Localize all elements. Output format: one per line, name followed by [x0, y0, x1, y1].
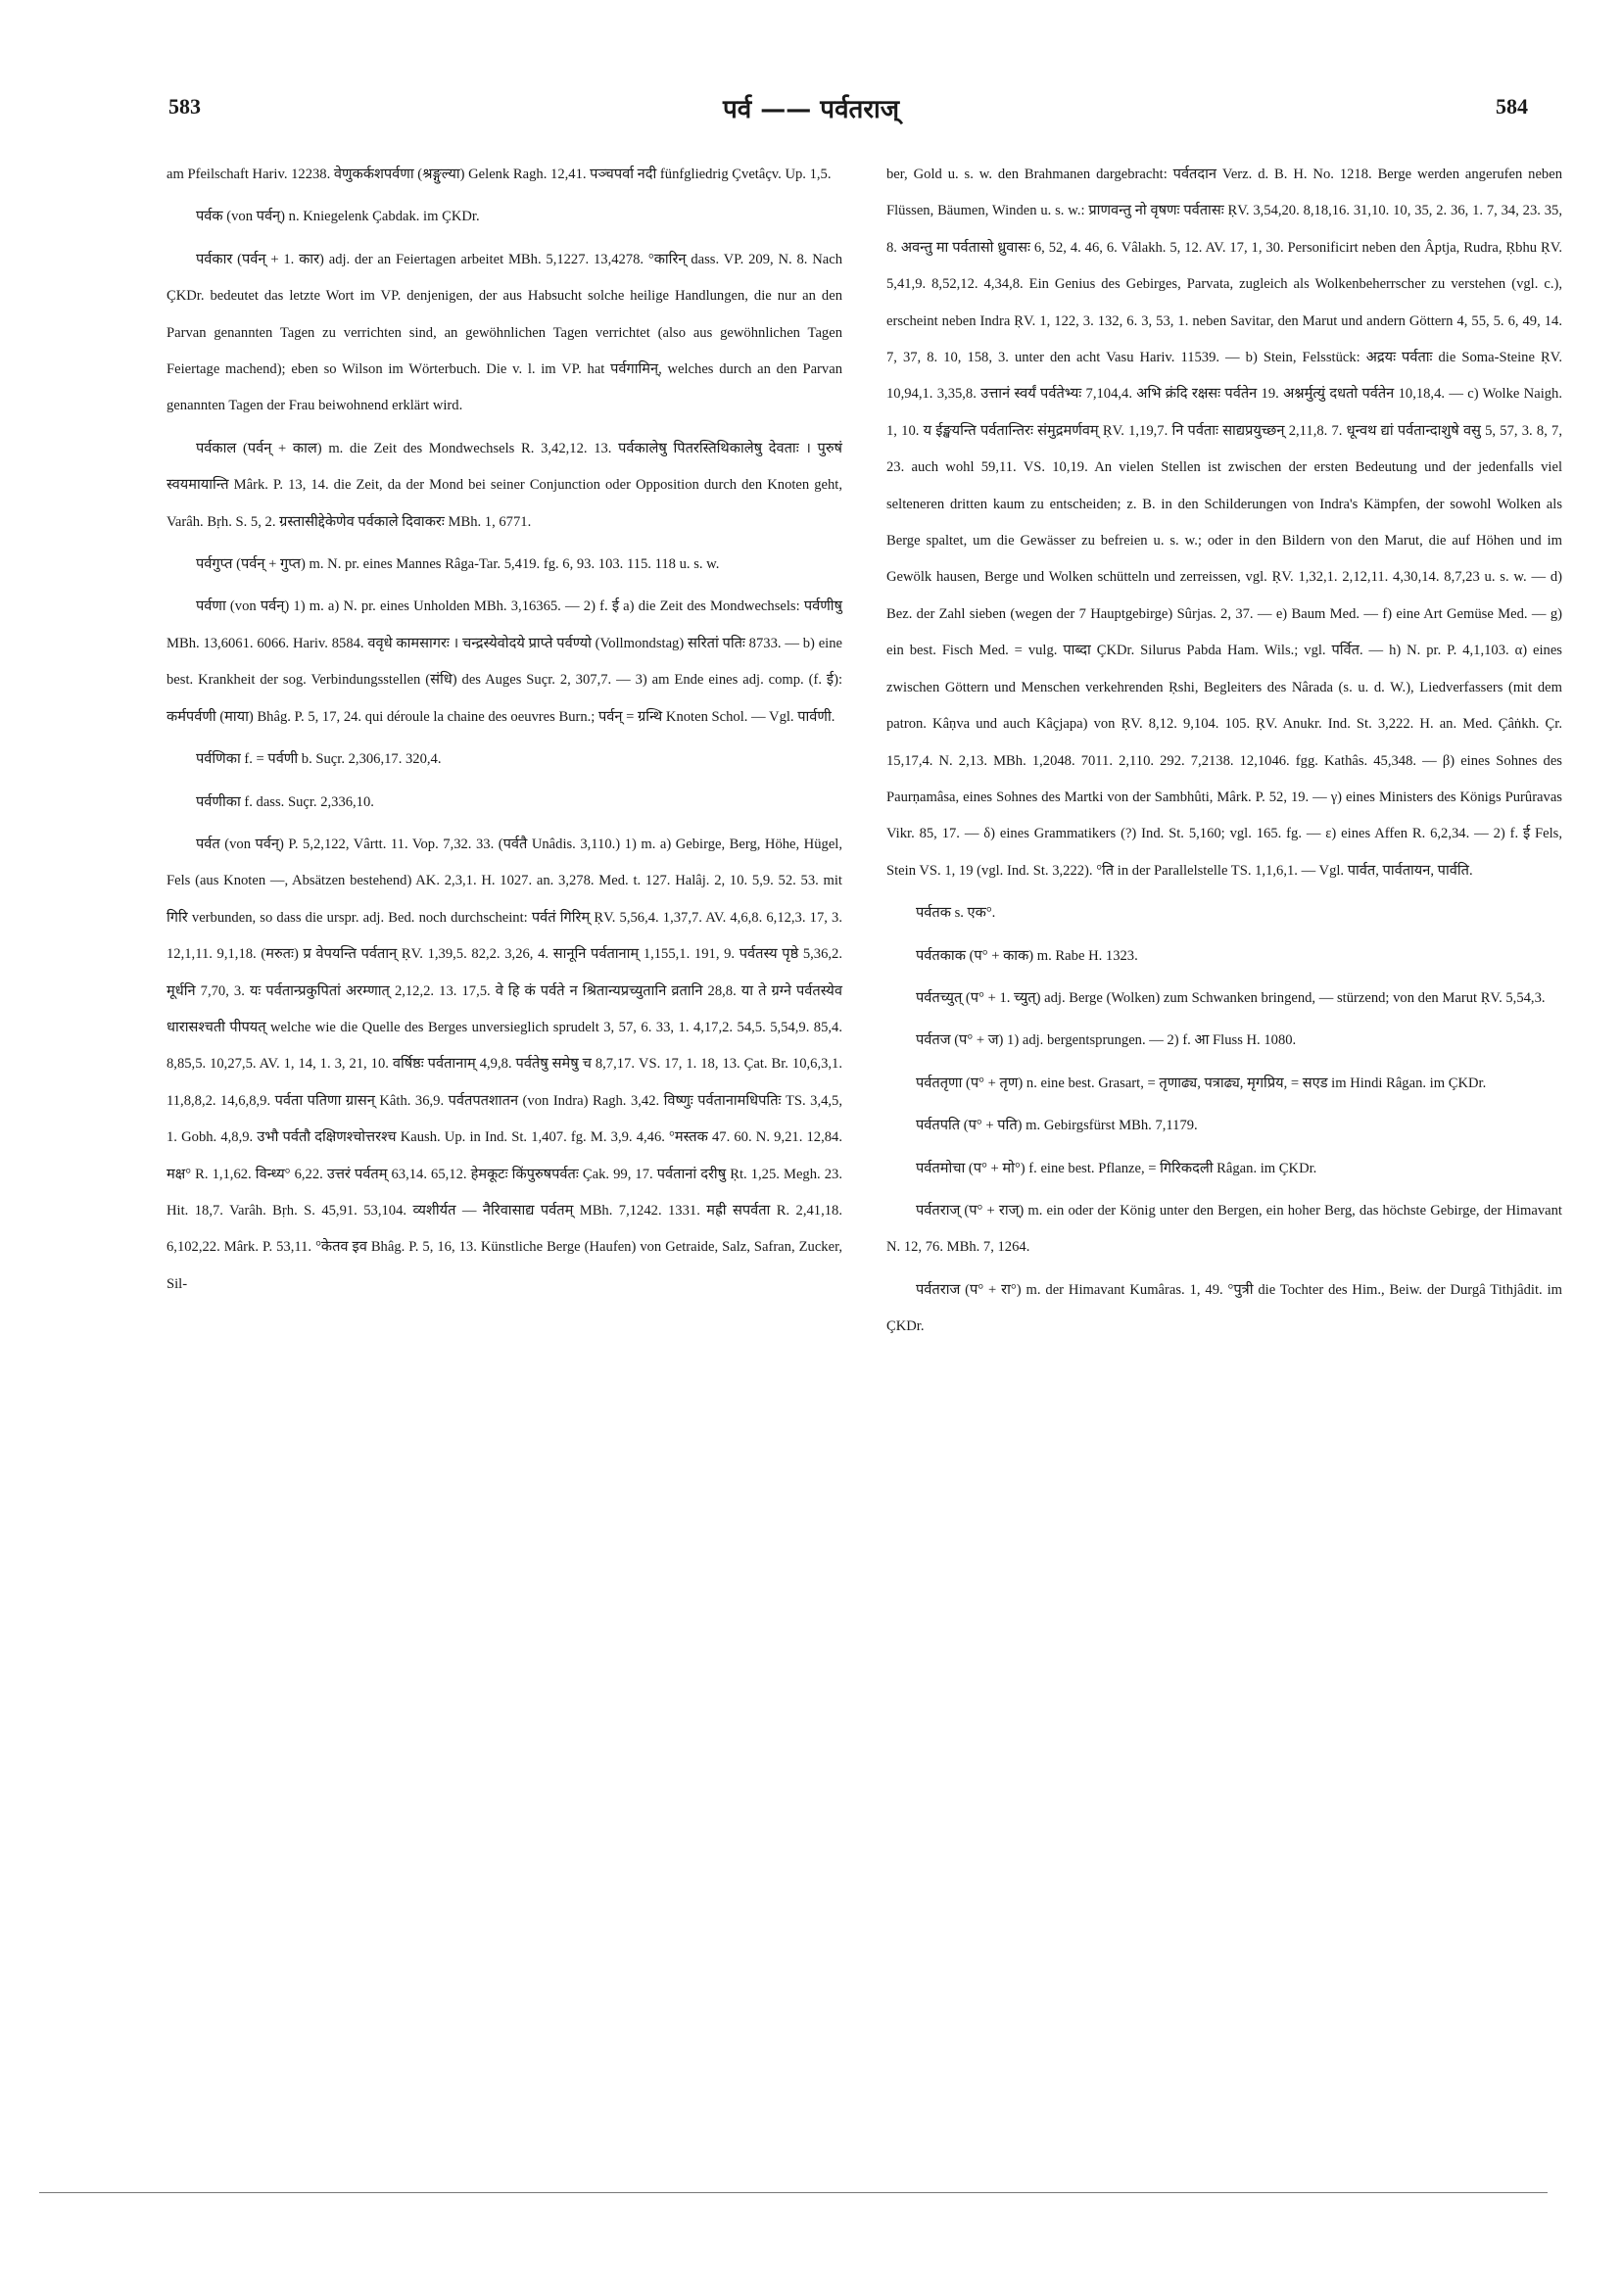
dictionary-entry: पर्वतज (प° + ज) 1) adj. bergentsprungen. — 2) f. आ Fluss H. 1080.	[916, 1032, 1297, 1049]
dictionary-entry: पर्वक (von पर्वन्) n. Kniegelenk Çabdak. im ÇKDr.	[196, 209, 480, 225]
dictionary-entry: पर्वततृणा (प° + तृण) n. eine best. Grasart, = तृणाढ्य, पत्राढ्य, मृगप्रिय, = सएड im Hindi Râgan. im ÇKDr.	[916, 1075, 1487, 1091]
page-number-left: 583	[168, 94, 201, 119]
dictionary-entry: am Pfeilschaft Hariv. 12238. वेणुकर्कशपर्वणा (श्रङ्गुल्या) Gelenk Ragh. 12,41. पञ्चपर्वा नदी fünfgliedrig Çvetâçv. Up. 1,5.	[167, 167, 832, 182]
dictionary-entry: पर्वकाल (पर्वन् + काल) m. die Zeit des Mondwechsels R. 3,42,12. 13. पर्वकालेषु पितरस्तिथिकालेषु देवताः । पुरुषं स्वयमायान्ति Mârk. P. 13, 14. die Zeit, da der Mond bei seiner Conjunction oder Opposition durch den Knoten geht, Varâh. Bṛh. S. 5, 2. ग्रस्तासीद्देकेणेव पर्वकाले दिवाकरः MBh. 1, 6771.	[167, 440, 842, 530]
dictionary-entry: पर्वतक s. एक°.	[916, 905, 996, 922]
dictionary-entry: पर्वतच्युत् (प° + 1. च्युत्) adj. Berge (Wolken) zum Schwanken bringend, — stürzend; von den Marut ṚV. 5,54,3.	[916, 989, 1546, 1006]
dictionary-entry: पर्वणा (von पर्वन्) 1) m. a) N. pr. eines Unholden MBh. 3,16365. — 2) f. ई a) die Zeit des Mondwechsels: पर्वणीषु MBh. 13,6061. 6066. Hariv. 8584. ववृधे कामसागरः । चन्द्रस्येवोदये प्राप्ते पर्वण्यो (Vollmondstag) सरितां पतिः 8733. — b) eine best. Krankheit der sog. Verbindungsstellen (संधि) des Auges Suçr. 2, 307,7. — 3) am Ende eines adj. comp. (f. ई): कर्मपर्वणी (माया) Bhâg. P. 5, 17, 24. qui déroule la chaine des oeuvres Burn.; पर्वन् = ग्रन्थि Knoten Schol. — Vgl. पार्वणी.	[167, 598, 842, 725]
dictionary-entry: पर्वणिका f. = पर्वणी b. Suçr. 2,306,17. 320,4.	[196, 751, 442, 768]
dictionary-entry: पर्वकार (पर्वन् + 1. कार) adj. der an Feiertagen arbeitet MBh. 5,1227. 13,4278. °कारिन् dass. VP. 209, N. 8. Nach ÇKDr. bedeutet das letzte Wort im VP. denjenigen, der aus Habsucht solche heilige Handlungen, die nur an den Parvan genannten Tagen zu verrichten sind, an gewöhnlichen Tagen verrichtet (also aus gewöhnlichen Tagen Feiertage machend); eben so Wilson im Wörterbuch. Die v. l. im VP. hat पर्वगामिन्, welches durch an den Parvan genannten Tagen der Frau beiwohnend erklärt wird.	[167, 251, 842, 414]
running-title: पर्व —— पर्वतराज्	[722, 95, 900, 124]
dictionary-entry: पर्वत (von पर्वन्) P. 5,2,122, Vârtt. 11. Vop. 7,32. 33. (पर्वतै Unâdis. 3,110.) 1) m. a) Gebirge, Berg, Höhe, Hügel, Fels (aus Knoten —, Absätzen bestehend) AK. 2,3,1. H. 1027. an. 3,278. Med. t. 127. Halâj. 2, 10. 5,9. 52. 53. mit गिरि verbunden, so dass die urspr. adj. Bed. noch durchscheint: पर्वतं गिरिम् ṚV. 5,56,4. 1,37,7. AV. 4,6,8. 6,12,3. 17, 3. 12,1,11. 9,1,18. (मरुतः) प्र वेपयन्ति पर्वतान् ṚV. 1,39,5. 82,2. 3,26, 4. सानूनि पर्वतानाम् 1,155,1. 191, 9. पर्वतस्य पृष्ठे 5,36,2. मूर्धनि 7,70, 3. यः पर्वतान्प्रकुपितां अरम्णात् 2,12,2. 13. 17,5. वे हि कं पर्वते न श्रितान्यप्रच्युतानि व्रतानि 28,8. या ते ग्रग्ने पर्वतस्येव धारासश्चती पीपयत् welche wie die Quelle des Berges unversieglich sprudelt 3, 57, 6. 33, 1. 4,17,2. 54,5. 5,54,9. 85,4. 8,85,5. 10,27,5. AV. 1, 14, 1. 3, 21, 10. वर्षिष्ठः पर्वतानाम् 4,9,8. पर्वतेषु समेषु च 8,7,17. VS. 17, 1. 18, 13. Çat. Br. 10,6,3,1. 11,8,8,2. 14,6,8,9. पर्वता पतिणा ग्रासन् Kâth. 36,9. पर्वतपतशातन (von Indra) Ragh. 3,42. विष्णुः पर्वतानामधिपतिः TS. 3,4,5, 1. Gobh. 4,8,9. उभौ पर्वतौ दक्षिणश्चोत्तरश्च Kaush. Up. in Ind. St. 1,407. fg. M. 3,9. 4,46. °मस्तक 47. 60. N. 9,21. 12,84. मक्ष° R. 1,1,62. विन्ध्य° 6,22. उत्तरं पर्वतम् 63,14. 65,12. हेमकूटः किंपुरुषपर्वतः Çak. 99, 17. पर्वतानां दरीषु Ṛt. 1,25. Megh. 23. Hit. 18,7. Varâh. Bṛh. S. 45,91. 53,104. व्यशीर्यत — नैरिवासाद्य पर्वतम् MBh. 7,1242. 1331. मह्री सपर्वता R. 2,41,18. 6,102,22. Mârk. P. 53,11. °केतव इव Bhâg. P. 5, 16, 13. Künstliche Berge (Haufen) von Getraide, Salz, Safran, Zucker, Sil-	[167, 836, 842, 1292]
dictionary-entry: पर्वतराज (प° + रा°) m. der Himavant Kumâras. 1, 49. °पुत्री die Tochter des Him., Beiw. der Durgâ Tithjâdit. im ÇKDr.	[886, 1281, 1562, 1335]
dictionary-entry: ber, Gold u. s. w. den Brahmanen dargebracht: पर्वतदान Verz. d. B. H. No. 1218. Berge werden angerufen neben Flüssen, Bäumen, Winden u. s. w.: प्राणवन्तु नो वृषणः पर्वतासः ṚV. 3,54,20. 8,18,16. 31,10. 10, 35, 2. 36, 1. 7, 34, 23. 35, 8. अवन्तु मा पर्वतासो ध्रुवासः 6, 52, 4. 46, 6. Vâlakh. 5, 12. AV. 17, 1, 30. Personificirt neben den Âptja, Rudra, Ṛbhu ṚV. 5,41,9. 8,52,12. 4,34,8. Ein Genius des Gebirges, Parvata, zugleich als Wolkenbeherrscher zu verstehen (vgl. c.), erscheint neben Indra ṚV. 1, 122, 3. 132, 6. 3, 53, 1. neben Savitar, den Marut und andern Göttern 4, 55, 5. 6, 49, 14. 7, 37, 8. 10, 158, 3. unter den acht Vasu Hariv. 11539. — b) Stein, Felsstück: अद्रयः पर्वताः die Soma-Steine ṚV. 10,94,1. 3,35,8. उत्तानं स्वर्यं पर्वतेभ्यः 7,104,4. अभि क्रंदि रक्षसः पर्वतेन 19. अश्नर्मुत्युं दधतो पर्वतेन 10,18,4. — c) Wolke Naigh. 1, 10. य ईङ्खयन्ति पर्वतान्तिरः संमुद्रमर्णवम् ṚV. 1,19,7. नि पर्वताः साद्यप्रयुच्छन् 2,11,8. 7. धून्वथ द्यां पर्वतान्दाशुषे वसु 5, 57, 3. 8, 7, 23. auch wohl 59,11. VS. 10,19. An vielen Stellen ist zwischen der ersten Bedeutung und der jedenfalls viel selteneren dritten kaum zu entscheiden; z. B. in den Schilderungen von Indra's Kämpfen, der sowohl Wolken als Berge spaltet, um die Gewässer zu befreien u. s. w.; oder in den Bildern von den Marut, die auf Höhen und im Gewölk hausen, Berge und Wolken schütteln und zerreissen, vgl. ṚV. 1,32,1. 2,12,11. 4,30,14. 8,7,23 u. s. w. — d) Bez. der Zahl sieben (wegen der 7 Hauptgebirge) Sûrjas. 2, 37. — e) Baum Med. — f) eine Art Gemüse Med. — g) ein best. Fisch Med. = vulg. पाब्दा ÇKDr. Silurus Pabda Ham. Wils.; vgl. पर्वित. — h) N. pr. P. 4,1,103. α) eines zwischen Göttern und Menschen verkehrenden Ṛshi, Begleiters des Nârada (s. u. d. W.), Liedverfassers (mit dem patron. Kâṇva und auch Kâçjapa) von ṚV. 8,12. 9,104. 105. ṚV. Anukr. Ind. St. 3,222. H. an. Med. Çâṅkh. Çr. 15,17,4. N. 2,13. MBh. 1,2048. 7011. 2,110. 292. 7,2138. 12,1046. fgg. Kathâs. 45,348. — β) eines Sohnes des Paurṇamâsa, eines Sohnes des Martki von der Sambhûti, Mârk. P. 52, 19. — γ) eines Ministers des Königs Purûravas Vikr. 85, 17. — δ) eines Grammatikers (?) Ind. St. 5,160; vgl. 165. fg. — ε) eines Affen R. 6,2,34. — 2) f. ई Fels, Stein VS. 1, 19 (vgl. Ind. St. 3,222). °ति in der Parallelstelle TS. 1,1,6,1. — Vgl. पार्वत, पार्वतायन, पार्वति.	[886, 167, 1562, 879]
dictionary-entry: पर्वणीका f. dass. Suçr. 2,336,10.	[196, 793, 374, 810]
dictionary-entry: पर्वगुप्त (पर्वन् + गुप्त) m. N. pr. eines Mannes Râga-Tar. 5,419. fg. 6, 93. 103. 115. 118 u. s. w.	[196, 556, 720, 573]
right-column	[886, 157, 1562, 1352]
dictionary-entry: पर्वतराज् (प° + राज्) m. ein oder der König unter den Bergen, ein hoher Berg, das höchste Gebirge, der Himavant N. 12, 76. MBh. 7, 1264.	[886, 1202, 1562, 1256]
left-column	[167, 157, 842, 1309]
bottom-rule	[39, 2192, 1548, 2193]
dictionary-entry: पर्वतकाक (प° + काक) m. Rabe H. 1323.	[916, 947, 1138, 964]
dictionary-entry: पर्वतपति (प° + पति) m. Gebirgsfürst MBh. 7,1179.	[916, 1118, 1198, 1134]
dictionary-entry: पर्वतमोचा (प° + मो°) f. eine best. Pflanze, = गिरिकदली Râgan. im ÇKDr.	[916, 1160, 1317, 1176]
page-number-right: 584	[1496, 94, 1528, 119]
